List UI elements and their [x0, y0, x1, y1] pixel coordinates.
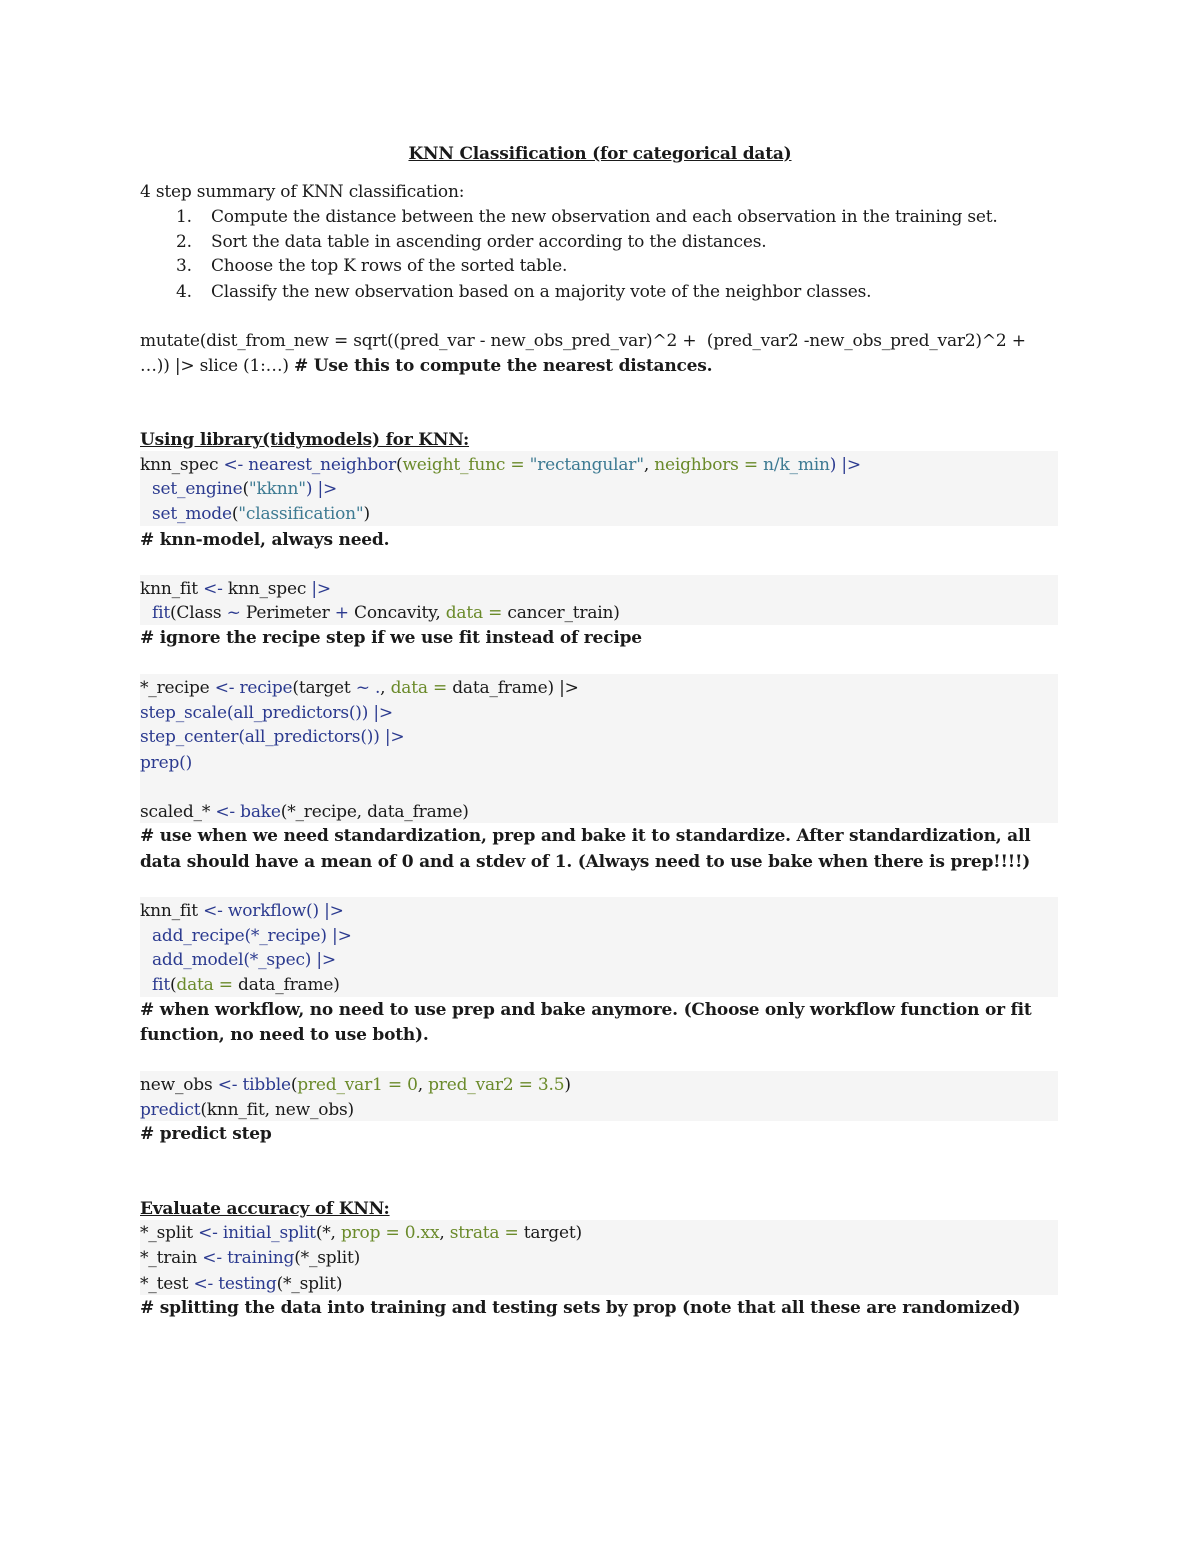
code-token: strata =	[449, 1223, 524, 1243]
code-token: (*,	[315, 1223, 341, 1243]
section-heading-evaluate: Evaluate accuracy of KNN:	[140, 1199, 390, 1219]
code-token: (*_recipe, data_frame)	[280, 802, 469, 822]
code-comment: # when workflow, no need to use prep and bake anymore. (Choose only workflow function or fit	[140, 1000, 1032, 1020]
code-line	[140, 727, 404, 747]
code-token: step_scale	[140, 703, 227, 723]
code-token: (*_split)	[276, 1274, 343, 1294]
summary-intro: 4 step summary of KNN classification:	[140, 182, 465, 202]
step-number: 3.	[176, 256, 192, 276]
code-token: (	[169, 975, 177, 995]
code-comment: # predict step	[140, 1124, 272, 1144]
code-line	[152, 950, 336, 970]
mutate-line-2	[140, 356, 712, 376]
code-token: ,	[643, 455, 655, 475]
code-token: <-	[202, 1248, 228, 1268]
code-token: +	[334, 603, 355, 623]
code-token: data =	[390, 678, 453, 698]
code-token: pred_var2 = 3.5	[428, 1075, 565, 1095]
mutate-code: …)) |> slice (1:…)	[140, 356, 295, 376]
code-token: knn_fit	[140, 901, 204, 921]
code-token: ~	[226, 603, 246, 623]
code-token: ) |>	[305, 479, 338, 499]
code-token: fit	[152, 975, 170, 995]
code-token: new_obs	[140, 1075, 218, 1095]
code-token: data_frame)	[238, 975, 340, 995]
code-line	[140, 579, 331, 599]
code-line	[140, 1100, 354, 1120]
code-token: all_predictors	[244, 727, 361, 747]
code-token: knn_spec	[140, 455, 224, 475]
code-line	[152, 926, 352, 946]
step-text: Compute the distance between the new observation and each observation in the training set.	[211, 207, 998, 227]
code-token: data_frame) |>	[452, 678, 579, 698]
code-token: nearest_neighbor	[248, 455, 397, 475]
code-token: knn_fit	[140, 579, 204, 599]
code-line: prep()	[140, 753, 193, 773]
code-token: step_center	[140, 727, 239, 747]
code-token: <-	[215, 802, 241, 822]
page-title: KNN Classification (for categorical data)	[408, 144, 792, 164]
code-comment: # splitting the data into training and testing sets by prop (note that all these are randomized)	[140, 1298, 1021, 1318]
code-token: (	[226, 703, 234, 723]
code-line	[152, 975, 340, 995]
code-line	[140, 1223, 582, 1243]
step-number: 4.	[176, 282, 192, 302]
code-line	[140, 1274, 342, 1294]
code-token: <-	[217, 1075, 243, 1095]
code-token: <-	[193, 1274, 219, 1294]
code-comment: # use when we need standardization, prep and bake it to standardize. After standardization, all	[140, 826, 1031, 846]
mutate-comment: # Use this to compute the nearest distances.	[294, 356, 713, 376]
code-token: <-	[198, 1223, 223, 1243]
code-token: add_recipe	[152, 926, 245, 946]
code-token: (Class	[169, 603, 227, 623]
code-token: (	[396, 455, 403, 475]
code-token: (	[242, 479, 249, 499]
code-token: <-	[203, 901, 228, 921]
mutate-line-1: mutate(dist_from_new = sqrt((pred_var - new_obs_pred_var)^2 + (pred_var2 -new_obs_pred_var2)^2 +	[140, 331, 1026, 351]
code-line	[140, 455, 861, 475]
code-comment: # knn-model, always need.	[140, 530, 390, 550]
code-token: (	[290, 1075, 298, 1095]
code-token: )	[363, 504, 370, 524]
step-text: Sort the data table in ascending order according to the distances.	[211, 232, 767, 252]
code-token: ,	[417, 1075, 429, 1095]
code-token: fit	[152, 603, 170, 623]
code-token: prop = 0.xx	[340, 1223, 440, 1243]
step-number: 2.	[176, 232, 192, 252]
code-token: "rectangular"	[529, 455, 644, 475]
step-number: 1.	[176, 207, 192, 227]
code-token: (*_recipe) |>	[244, 926, 352, 946]
code-token: ,	[380, 678, 391, 698]
code-token: ~ .	[355, 678, 381, 698]
code-token: (	[231, 504, 239, 524]
code-token: n/k_min	[763, 455, 830, 475]
code-token: predict	[140, 1100, 201, 1120]
step-text: Choose the top K rows of the sorted table.	[211, 256, 568, 276]
code-token: workflow	[227, 901, 307, 921]
code-comment: # ignore the recipe step if we use fit instead of recipe	[140, 628, 642, 648]
code-token: data =	[445, 603, 508, 623]
code-token: "kknn"	[248, 479, 306, 499]
code-comment: function, no need to use both).	[140, 1025, 429, 1045]
code-line	[140, 901, 344, 921]
code-token: (knn_fit, new_obs)	[200, 1100, 354, 1120]
code-line	[152, 479, 337, 499]
code-token: target)	[523, 1223, 582, 1243]
code-token: testing	[218, 1274, 277, 1294]
code-token: training	[227, 1248, 295, 1268]
code-token: *_split	[140, 1223, 199, 1243]
code-token: )	[564, 1075, 571, 1095]
code-token: (*_spec) |>	[243, 950, 336, 970]
code-token: <-	[223, 455, 249, 475]
code-token: knn_spec	[227, 579, 312, 599]
code-token: <-	[203, 579, 228, 599]
code-token: <-	[214, 678, 240, 698]
code-token: all_predictors	[233, 703, 349, 723]
code-token: weight_func =	[402, 455, 530, 475]
code-line	[152, 504, 370, 524]
code-token: initial_split	[222, 1223, 316, 1243]
code-token: pred_var1 = 0	[297, 1075, 418, 1095]
code-token: () |>	[306, 901, 344, 921]
code-token: *_test	[140, 1274, 194, 1294]
code-token: neighbors =	[654, 455, 764, 475]
code-token: |>	[311, 579, 331, 599]
code-line	[140, 1075, 571, 1095]
code-token: (	[238, 727, 245, 747]
code-token: set_mode	[152, 504, 232, 524]
code-token: ,	[439, 1223, 450, 1243]
step-text: Classify the new observation based on a majority vote of the neighbor classes.	[211, 282, 872, 302]
section-heading-tidymodels: Using library(tidymodels) for KNN:	[140, 430, 470, 450]
code-token: ()) |>	[360, 727, 405, 747]
code-token: ()) |>	[348, 703, 393, 723]
code-token: scaled_*	[140, 802, 216, 822]
code-token: *_train	[140, 1248, 203, 1268]
code-token: *_recipe	[140, 678, 215, 698]
code-line	[140, 802, 469, 822]
code-line	[140, 678, 579, 698]
code-token: Perimeter	[245, 603, 335, 623]
code-line	[140, 1248, 360, 1268]
code-token: tibble	[242, 1075, 291, 1095]
code-line	[152, 603, 620, 623]
code-token: (target	[292, 678, 356, 698]
code-token: set_engine	[152, 479, 243, 499]
code-token: data =	[176, 975, 239, 995]
code-token: bake	[240, 802, 281, 822]
code-token: "classification"	[238, 504, 364, 524]
code-token: (*_split)	[294, 1248, 361, 1268]
code-token: recipe	[239, 678, 293, 698]
code-comment: data should have a mean of 0 and a stdev of 1. (Always need to use bake when there is prep!!!!)	[140, 852, 1031, 872]
code-line	[140, 703, 393, 723]
code-token: add_model	[152, 950, 244, 970]
code-token: ) |>	[829, 455, 861, 475]
code-token: Concavity,	[354, 603, 446, 623]
code-token: cancer_train)	[507, 603, 620, 623]
